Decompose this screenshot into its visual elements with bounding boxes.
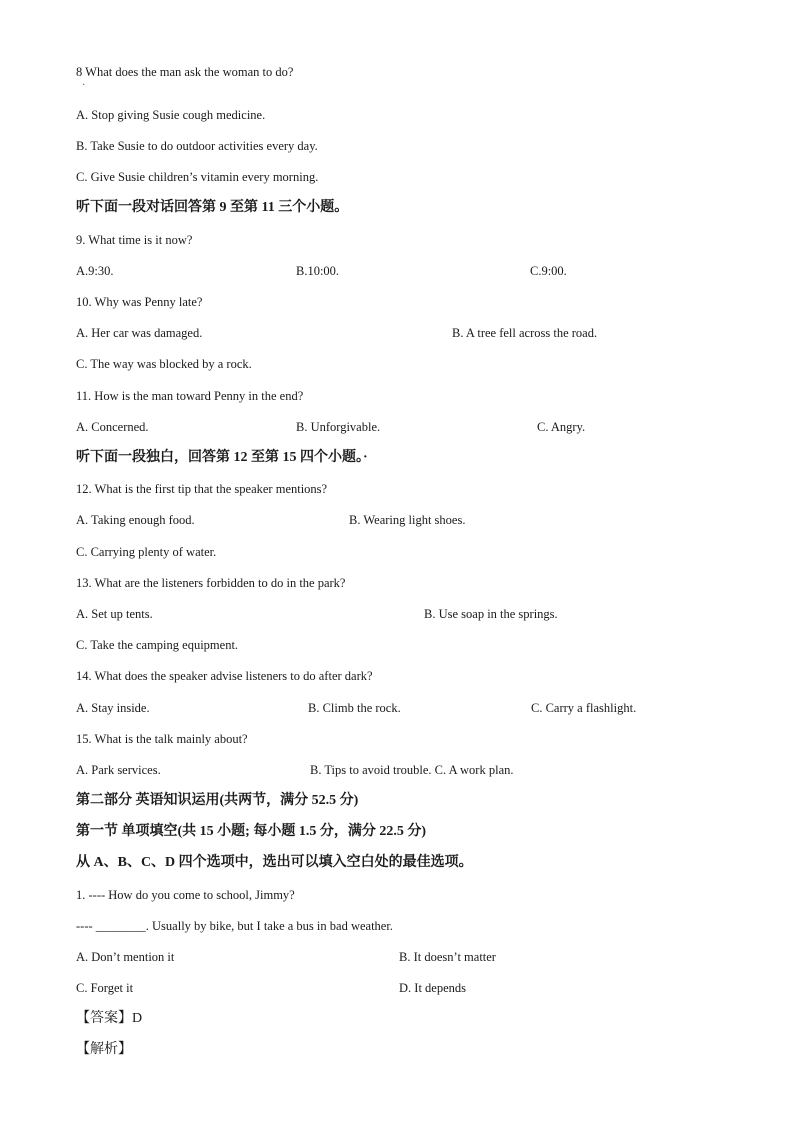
- q8-option-a: A. Stop giving Susie cough medicine.: [76, 108, 266, 122]
- analysis-label: 【解析】: [76, 1042, 132, 1057]
- q9-option-b: B.10:00.: [296, 264, 340, 278]
- q14-option-b: B. Climb the rock.: [308, 701, 401, 715]
- q10-option-a: A. Her car was damaged.: [76, 326, 203, 340]
- s1-option-d: D. It depends: [399, 981, 466, 995]
- q9-option-c: C.9:00.: [530, 264, 567, 278]
- q13-option-c: C. Take the camping equipment.: [76, 638, 239, 652]
- q10-option-c: C. The way was blocked by a rock.: [76, 357, 252, 371]
- q13-stem: 13. What are the listeners forbidden to do in the park?: [76, 576, 346, 590]
- q8-option-c: C. Give Susie children’s vitamin every morning.: [76, 170, 319, 184]
- s1-option-b: B. It doesn’t matter: [399, 950, 496, 964]
- q13-option-a: A. Set up tents.: [76, 607, 153, 621]
- q12-stem: 12. What is the first tip that the speaker mentions?: [76, 482, 328, 496]
- q12-option-b: B. Wearing light shoes.: [349, 513, 466, 527]
- q15-option-a: A. Park services.: [76, 763, 161, 777]
- section-heading-12-15: 听下面一段独白，回答第 12 至第 15 四个小题。·: [76, 450, 368, 465]
- q12-option-a: A. Taking enough food.: [76, 513, 195, 527]
- q8-option-b: B. Take Susie to do outdoor activities every day.: [76, 139, 318, 153]
- q14-option-a: A. Stay inside.: [76, 701, 150, 715]
- q15-stem: 15. What is the talk mainly about?: [76, 732, 248, 746]
- answer-label: 【答案】D: [76, 1011, 143, 1026]
- q9-option-a: A.9:30.: [76, 264, 114, 278]
- q10-option-b: B. A tree fell across the road.: [452, 326, 598, 340]
- q8-stem: 8 What does the man ask the woman to do?: [76, 65, 294, 79]
- q9-stem: 9. What time is it now?: [76, 233, 193, 247]
- q14-option-c: C. Carry a flashlight.: [531, 701, 637, 715]
- q14-stem: 14. What does the speaker advise listeners to do after dark?: [76, 669, 373, 683]
- q10-stem: 10. Why was Penny late?: [76, 295, 203, 309]
- q11-option-b: B. Unforgivable.: [296, 420, 381, 434]
- s1-stem-line2: ---- ________. Usually by bike, but I take a bus in bad weather.: [76, 919, 393, 933]
- part-two-heading: 第二部分 英语知识运用(共两节，满分 52.5 分): [76, 793, 359, 808]
- section-one-heading: 第一节 单项填空(共 15 小题; 每小题 1.5 分，满分 22.5 分): [76, 824, 426, 839]
- stray-dot: ·: [82, 80, 86, 91]
- q12-option-c: C. Carrying plenty of water.: [76, 545, 217, 559]
- s1-option-c: C. Forget it: [76, 981, 134, 995]
- q11-stem: 11. How is the man toward Penny in the end?: [76, 389, 304, 403]
- s1-option-a: A. Don’t mention it: [76, 950, 175, 964]
- s1-stem-line1: 1. ---- How do you come to school, Jimmy?: [76, 888, 295, 902]
- q11-option-c: C. Angry.: [537, 420, 586, 434]
- q15-option-bc: B. Tips to avoid trouble. C. A work plan.: [310, 763, 514, 777]
- q11-option-a: A. Concerned.: [76, 420, 149, 434]
- q13-option-b: B. Use soap in the springs.: [424, 607, 558, 621]
- section-heading-9-11: 听下面一段对话回答第 9 至第 11 三个小题。: [76, 200, 349, 215]
- instruction-heading: 从 A、B、C、D 四个选项中，选出可以填入空白处的最佳选项。: [76, 855, 473, 870]
